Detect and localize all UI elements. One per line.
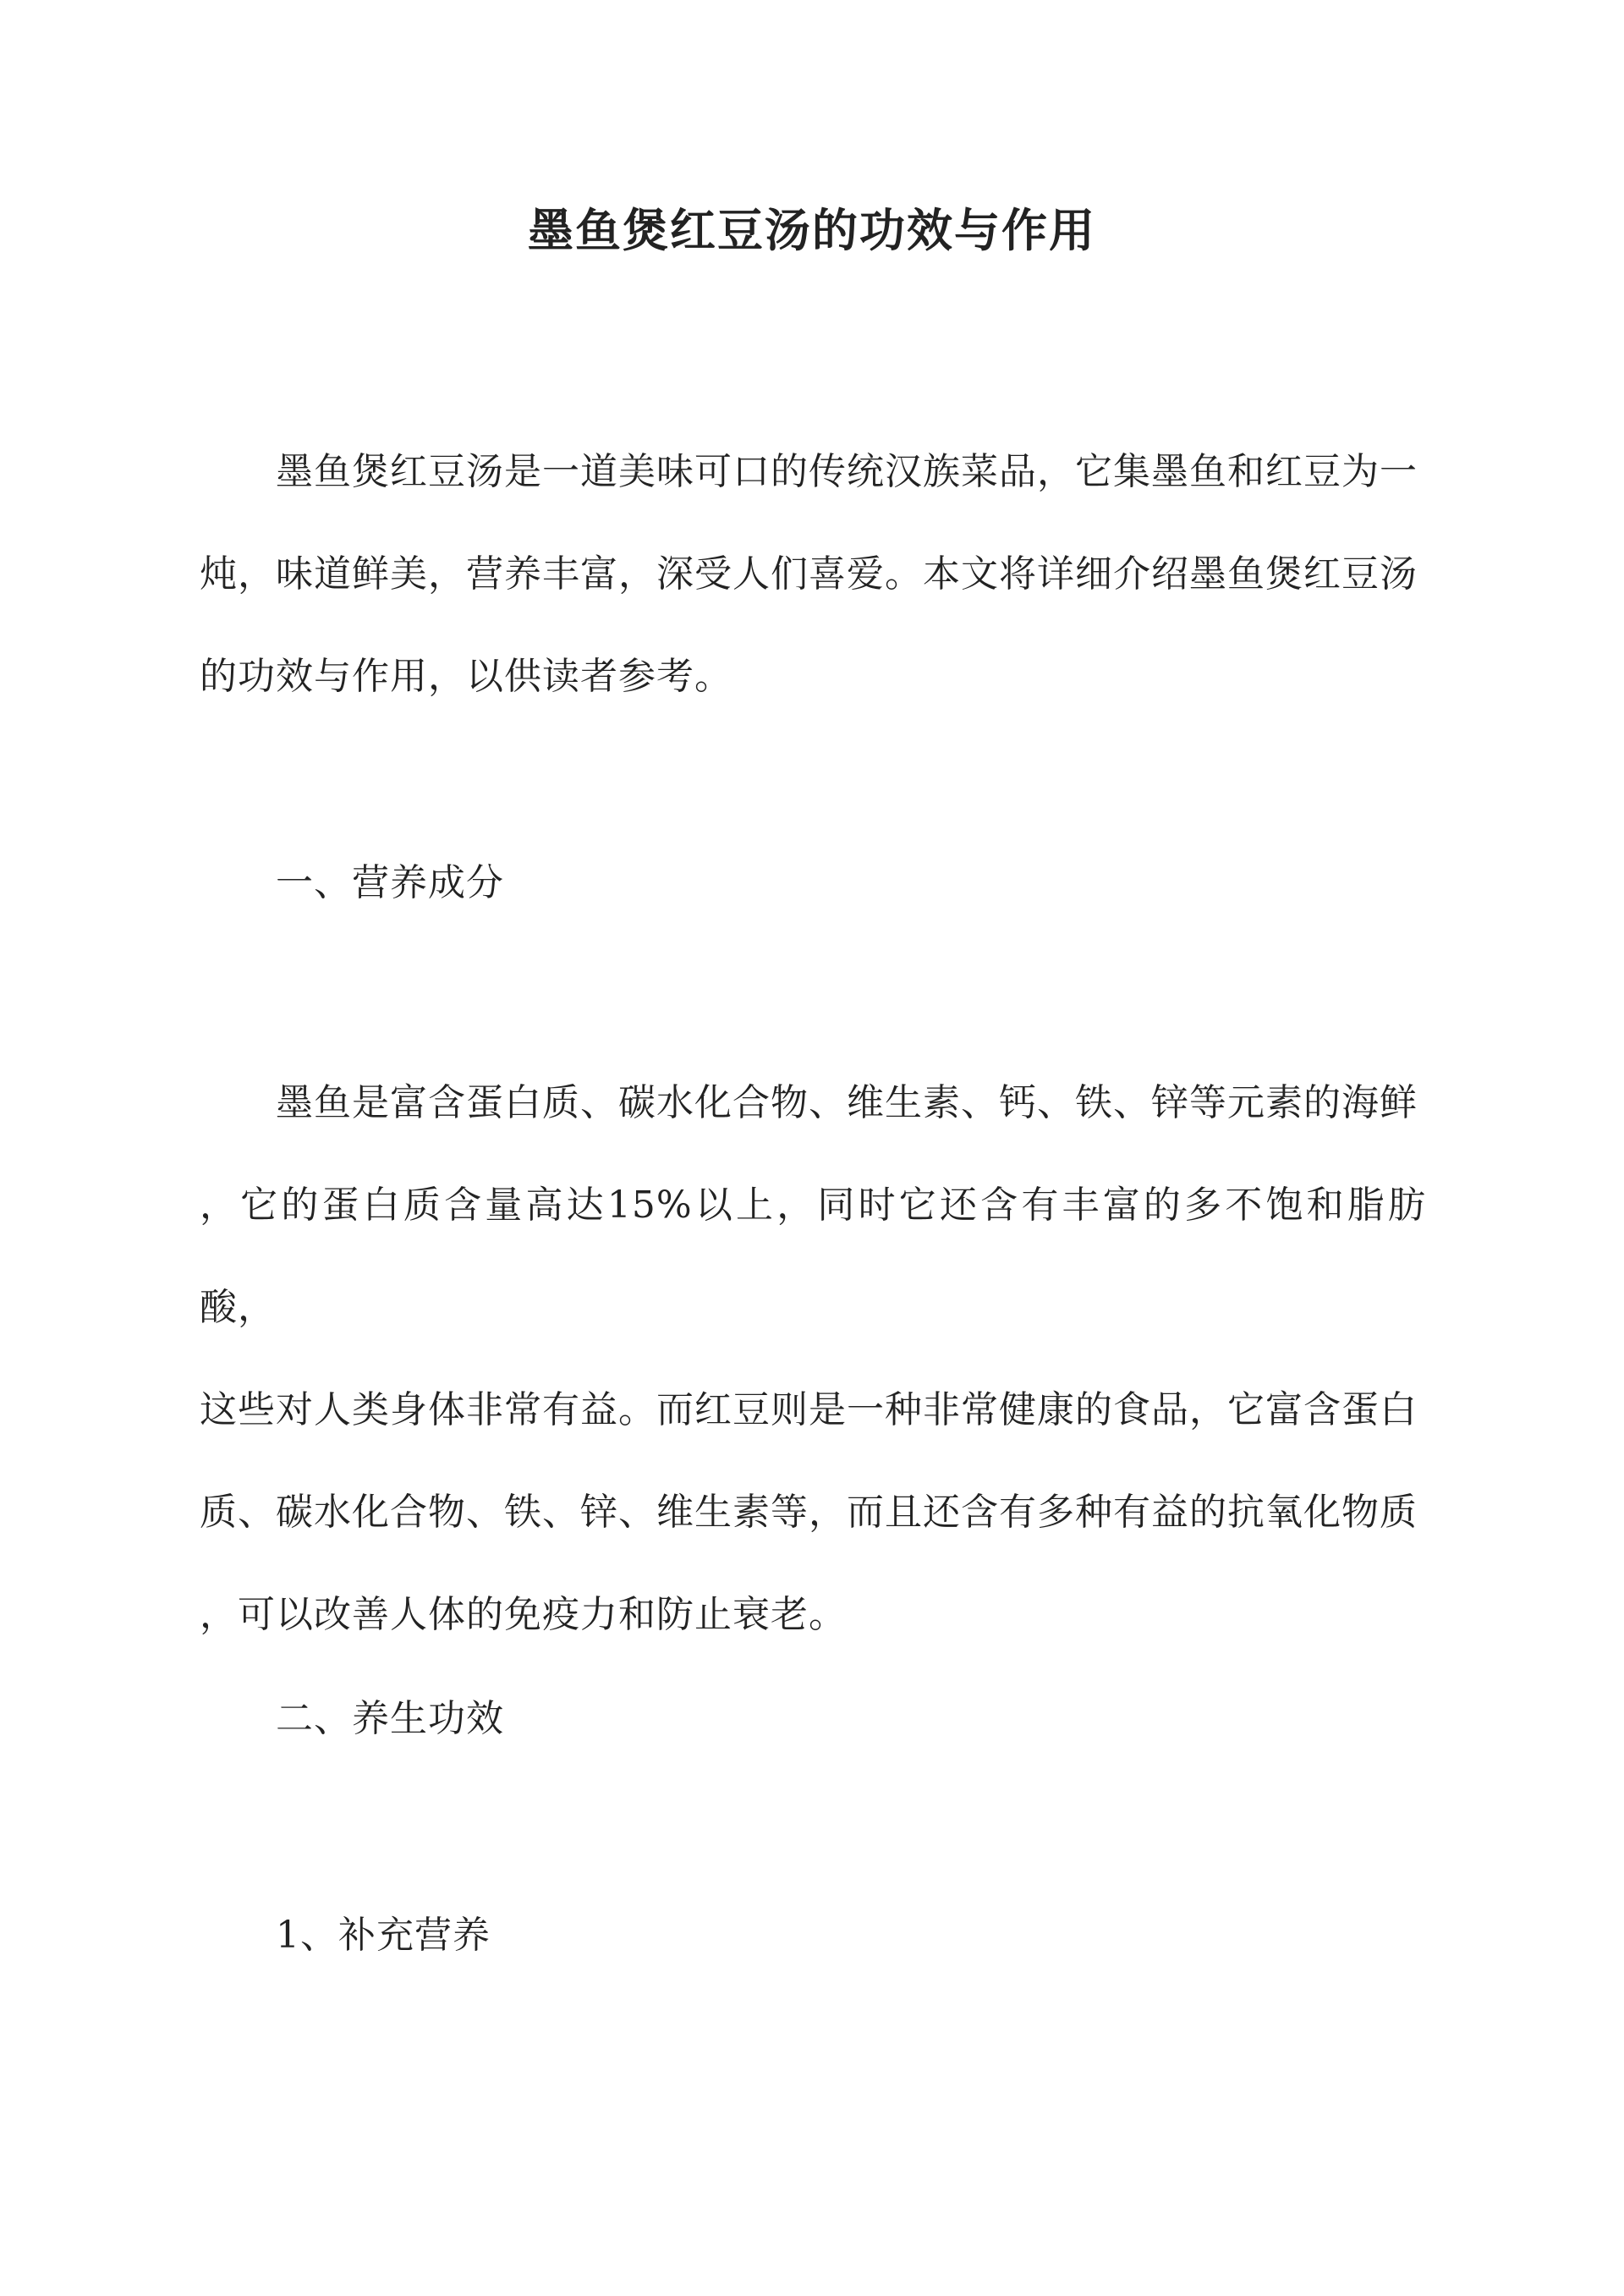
intro-line: 炖，味道鲜美，营养丰富，深受人们喜爱。本文将详细介绍墨鱼煲红豆汤 (200, 552, 1418, 596)
nutrition-line: 质、碳水化合物、铁、锌、维生素等，而且还含有多种有益的抗氧化物质 (200, 1491, 1418, 1534)
nutrition-line: 墨鱼是富含蛋白质、碳水化合物、维生素、钙、铁、锌等元素的海鲜 (276, 1081, 1418, 1124)
document-title: 墨鱼煲红豆汤的功效与作用 (528, 203, 1096, 257)
nutrition-line: ，它的蛋白质含量高达15%以上，同时它还含有丰富的多不饱和脂肪酸， (200, 1184, 1426, 1329)
intro-line: 的功效与作用，以供读者参考。 (200, 655, 732, 698)
nutrition-paragraph (200, 1052, 1426, 1666)
section-heading-nutrition: 一、营养成分 (276, 861, 504, 904)
nutrition-line: 这些对人类身体非常有益。而红豆则是一种非常健康的食品，它富含蛋白 (200, 1388, 1418, 1431)
subsection-heading-nutrition-supplement: 1、补充营养 (276, 1914, 491, 1957)
intro-line: 墨鱼煲红豆汤是一道美味可口的传统汉族菜品，它集墨鱼和红豆为一 (276, 450, 1418, 493)
nutrition-line: ，可以改善人体的免疫力和防止衰老。 (200, 1593, 847, 1636)
section-heading-health-benefits: 二、养生功效 (276, 1697, 504, 1740)
intro-paragraph (200, 420, 1426, 728)
